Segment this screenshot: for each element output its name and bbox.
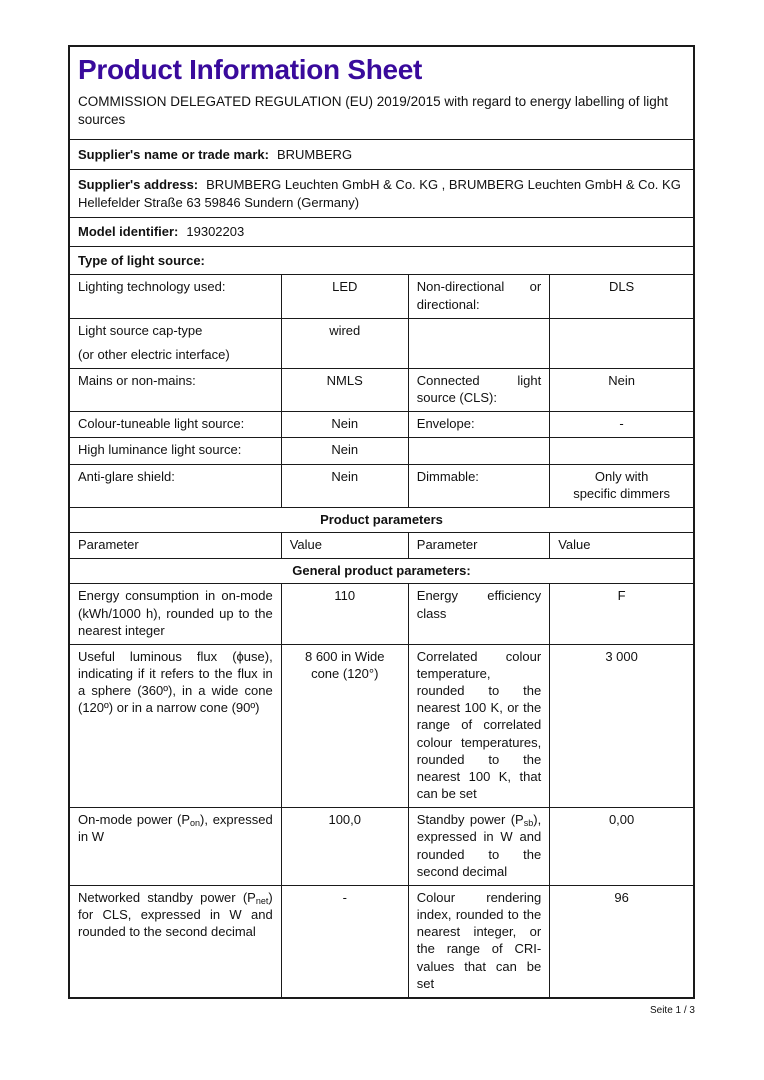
supplier-address-row	[70, 170, 693, 218]
supplier-address-value: BRUMBERG Leuchten GmbH & Co. KG , BRUMBERG Leuchten GmbH & Co. KG Hellefelder Straße 63 59846 Sundern (Germany)	[78, 177, 681, 210]
value-cell: Nein	[281, 438, 408, 464]
parameter-cell: Colour-tuneable light source:	[70, 412, 281, 438]
parameter-cell: High luminance light source:	[70, 438, 281, 464]
parameter-cell: Light source cap-type (or other electric interface)	[70, 318, 281, 368]
parameter-cell: Energy consumption in on-mode (kWh/1000 h), rounded up to the nearest integer	[70, 584, 281, 644]
table-row	[70, 368, 693, 411]
model-identifier-label: Model identifier:	[78, 224, 179, 240]
value-cell: -	[550, 412, 693, 438]
parameter-cell: Correlated colour temperature, rounded to the nearest 100 K, or the range of correlated colour temperatures, rounded to the nearest 100 K, that can be set	[408, 644, 549, 807]
product-parameters-table	[70, 508, 693, 997]
parameter-cell: Dimmable:	[408, 464, 549, 507]
value-header: Value	[550, 533, 693, 559]
parameter-cell: Envelope:	[408, 412, 549, 438]
table-row	[70, 412, 693, 438]
supplier-address-label: Supplier's address:	[78, 177, 199, 193]
parameter-cell: On-mode power $(P_{on})$, expressed in W	[70, 808, 281, 886]
type-of-light-source-table	[70, 275, 693, 508]
type-of-light-source-row	[70, 247, 693, 276]
supplier-name-value: BRUMBERG	[276, 146, 353, 162]
parameter-cell: Anti-glare shield:	[70, 464, 281, 507]
value-cell: Nein	[281, 412, 408, 438]
general-product-parameters-title: General product parameters:	[70, 559, 693, 584]
product-parameters-title: Product parameters	[70, 508, 693, 533]
product-information-sheet	[68, 45, 695, 999]
table-row	[70, 885, 693, 996]
table-row	[70, 275, 693, 318]
value-cell: -	[281, 885, 408, 996]
parameter-cell: Colour rendering index, rounded to the nearest integer, or the range of CRI-values that can be set	[408, 885, 549, 996]
section-title-row	[70, 508, 693, 533]
page-title: Product Information Sheet	[78, 54, 423, 85]
model-identifier-row	[70, 218, 693, 247]
table-row	[70, 644, 693, 807]
value-cell: 96	[550, 885, 693, 996]
title-block	[70, 47, 693, 140]
regulation-subtitle: COMMISSION DELEGATED REGULATION (EU) 2019/2015 with regard to energy labelling of light sources	[78, 94, 668, 128]
model-identifier-value: 19302203	[186, 224, 245, 240]
value-cell	[550, 438, 693, 464]
page-number: Seite 1 / 3	[649, 1005, 695, 1016]
value-cell: 110	[281, 584, 408, 644]
value-cell: DLS	[550, 275, 693, 318]
value-cell: Nein	[281, 464, 408, 507]
value-cell: 8 600 in Wide cone (120°)	[281, 644, 408, 807]
value-cell: NMLS	[281, 368, 408, 411]
value-cell: F	[550, 584, 693, 644]
supplier-name-label: Supplier's name or trade mark:	[78, 146, 269, 162]
parameter-cell: Lighting technology used:	[70, 275, 281, 318]
value-cell: wired	[281, 318, 408, 368]
table-row	[70, 318, 693, 368]
parameter-cell: Networked standby power $(P_{net})$ for CLS, expressed in W and rounded to the second decimal	[78, 889, 273, 940]
parameter-cell	[408, 438, 549, 464]
type-of-light-source-label: Type of light source:	[78, 252, 205, 268]
value-cell: LED	[281, 275, 408, 318]
value-cell: Only with specific dimmers	[550, 464, 693, 507]
value-cell: Nein	[550, 368, 693, 411]
table-row	[70, 464, 693, 507]
parameter-cell: Energy efficiency class	[408, 584, 549, 644]
value-cell: 100,0	[281, 808, 408, 886]
parameter-cell: Connected light source (CLS):	[408, 368, 549, 411]
parameter-cell	[408, 318, 549, 368]
group-title-row	[70, 559, 693, 584]
value-cell: 0,00	[550, 808, 693, 886]
parameter-cell: Standby power $(P_{sb})$, expressed in W and rounded to the second decimal	[408, 808, 549, 886]
parameter-cell: Non-directional or directional:	[408, 275, 549, 318]
parameter-header: Parameter	[408, 533, 549, 559]
parameter-cell: Useful luminous flux (ϕuse), indicating if it refers to the flux in a sphere (360º), in a wide cone (120º) or in a narrow cone (90º)	[70, 644, 281, 807]
value-header: Value	[281, 533, 408, 559]
value-cell: 3 000	[550, 644, 693, 807]
parameter-cell: Mains or non-mains:	[70, 368, 281, 411]
table-row	[70, 438, 693, 464]
table-row	[70, 808, 693, 886]
value-cell	[550, 318, 693, 368]
column-header-row	[70, 533, 693, 559]
table-row	[70, 584, 693, 644]
supplier-name-row	[70, 140, 693, 171]
parameter-header: Parameter	[70, 533, 281, 559]
